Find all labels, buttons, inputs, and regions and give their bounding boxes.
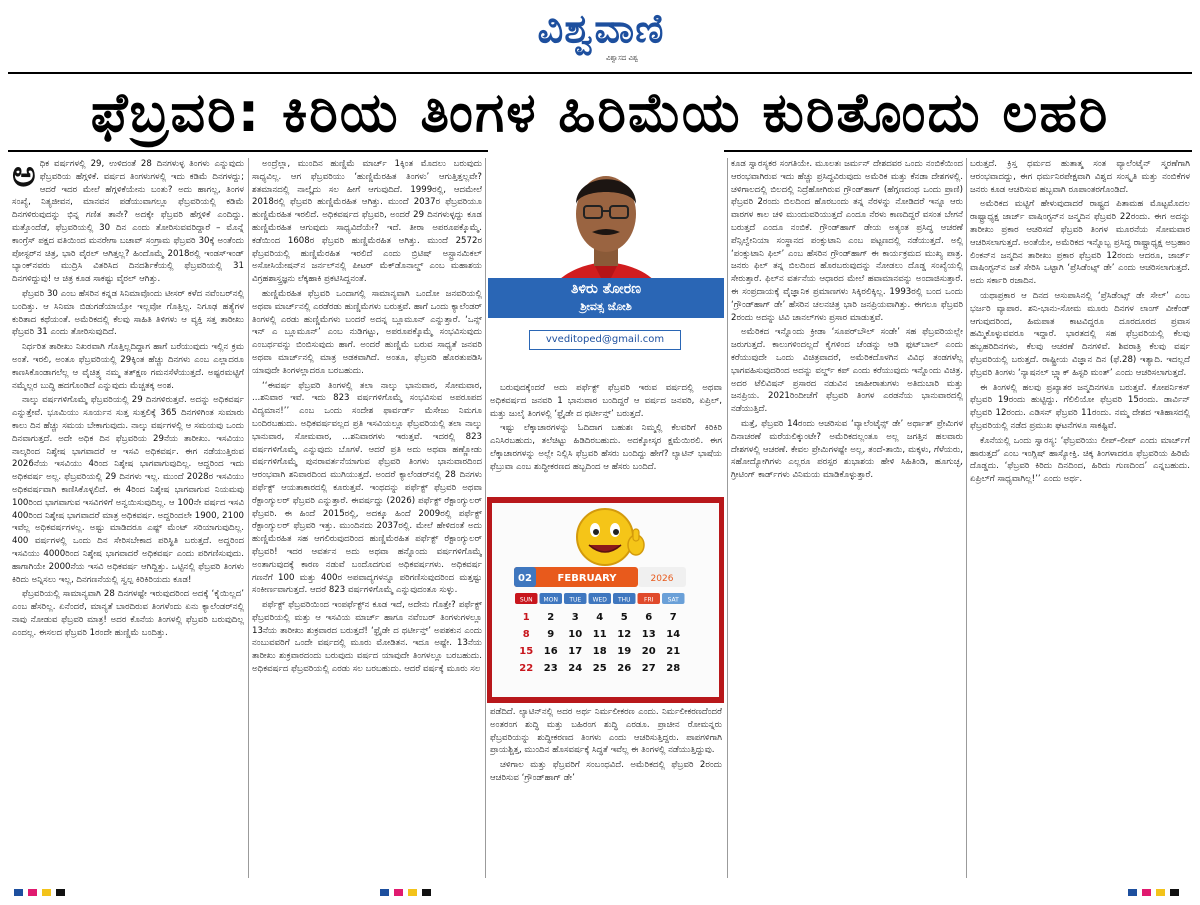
article-column-3-bottom	[490, 706, 722, 878]
paragraph: ಬರುತ್ತದೆ. ಕ್ರಿಸ್ತ ಧರ್ಮದ ಹುತಾತ್ಮ ಸಂತ ವ್ಯಾಲೆಂಟೈನ್ ಸ್ಮರಣೆಗಾಗಿ ಆರಂಭವಾದದ್ದು, ಈಗ ಧರ್ಮನಿರಪೇಕ್ಷವಾಗಿ ವಿಶ್ವದ ಸಂಸ್ಕೃತಿ ಮತ್ತು ನಂಬಿಕೆಗಳ ಜನರು ಕೂಡ ಆಚರಿಸುವ ಹಬ್ಬವಾಗಿ ರೂಪಾಂತರಗೊಂಡಿದೆ.	[970, 159, 1190, 195]
logo-tagline: ವಿಶ್ವಾಸದ ವಿಶ್ವ	[606, 54, 639, 62]
calendar-day: 25	[592, 663, 607, 674]
masthead	[0, 0, 1200, 72]
column-separator	[485, 158, 486, 878]
paragraph: ಈ ತಿಂಗಳಲ್ಲಿ ಹಲವು ಪ್ರಖ್ಯಾತರ ಜನ್ಮದಿನಗಳೂ ಬರುತ್ತವೆ. ಕೋಪರ್ನಿಕಸ್ ಫೆಬ್ರವರಿ 19ರಂದು ಹುಟ್ಟಿದ್ದು. ಗೆಲಿಲಿಯೋ ಫೆಬ್ರವರಿ 15ರಂದು. ಡಾರ್ವಿನ್ ಫೆಬ್ರವರಿ 12ರಂದು. ಎಡಿಸನ್ ಫೆಬ್ರವರಿ 11ರಂದು. ನಮ್ಮ ದೇಶದ ಇತಿಹಾಸದಲ್ಲಿ ಫೆಬ್ರವರಿಯಲ್ಲಿ ನಡೆದ ಪ್ರಮುಖ ಘಟನೆಗಳೂ ಸಾಕಷ್ಟಿವೆ.	[970, 382, 1190, 431]
paragraph: ಪಡೆದಿದೆ. ಲ್ಯಾಟಿನ್‌ನಲ್ಲಿ ಅದರ ಅರ್ಥ ನಿರ್ಮಲೀಕರಣ ಎಂದು. ನಿರ್ಮಲೀಕರಣದೆಂದರೆ ಅಂತರಂಗ ಶುದ್ಧಿ ಮತ್ತು ಬಹಿರಂಗ ಶುದ್ಧಿ ಎರಡೂ. ಪ್ರಾಚೀನ ರೋಮನ್ನರು ಫೆಬ್ರವರಿಯನ್ನು ಶುದ್ಧೀಕರಣದ ತಿಂಗಳು ಎಂದು ಆಚರಿಸುತ್ತಿದ್ದರು. ಪಾಪಗಳಿಗಾಗಿ ಪ್ರಾಯಶ್ಚಿತ್ತ, ಮುಂದಿನ ಹೊಸವರ್ಷಕ್ಕೆ ಸಿದ್ಧತೆ ಇವೆಲ್ಲ ಈ ತಿಂಗಳಲ್ಲಿ ನಡೆಯುತ್ತಿದ್ದುವು.	[490, 707, 722, 756]
calendar-day: 13	[641, 629, 656, 640]
calendar-day: 17	[568, 646, 583, 657]
color-swatch	[394, 889, 403, 896]
calendar-card	[492, 503, 719, 697]
calendar-day: 27	[641, 663, 656, 674]
calendar-day: 24	[568, 663, 583, 674]
color-swatch	[380, 889, 389, 896]
weekday-label: SUN	[519, 596, 533, 604]
article-column-2	[252, 158, 482, 878]
calendar-day: 16	[543, 646, 558, 657]
paragraph: ನಿರ್ಧರಿತ ತಾರೀಖು ನಿಖರವಾಗಿ ಗೊತ್ತಿಲ್ಲದಿದ್ದಾಗ ಹಾಗೆ ಬರೆಯುವುದು ಇಲ್ಲಿನ ಕ್ರಮ ಅಂತೆ. ಇರಲಿ, ಅಂತೂ ಫೆಬ್ರವರಿಯಲ್ಲಿ 29ಕ್ಕಿಂತ ಹೆಚ್ಚು ದಿನಗಳು ಎಂಬ ಎಲ್ಲಾದರೂ ಕಾಣಸಿಕೊಂಡಾಗಲೆಲ್ಲ ಆ ವೈಚಿತ್ರ್ಯ ನಮ್ಮ ತತ್‌ಕ್ಷಣ ಗಮನಸೆಳೆಯುತ್ತದೆ. ಅಷ್ಟರಮಟ್ಟಿಗೆ ನಮ್ಮೆಲ್ಲರ ಬುದ್ಧಿ ಹದಗೊಂಡಿದೆ ಎನ್ನುವುದು ಮೆಚ್ಚತಕ್ಕ ಅಂಶ.	[12, 342, 244, 391]
paragraph: ಬರುವುದಕ್ಕೆಂದರೆ ಅದು ಪರ್ಫೆಕ್ಟ್ ಫೆಬ್ರವರಿ ಇರುವ ವರ್ಷದಲ್ಲಿ ಅಥವಾ ಅಧಿಕವರ್ಷದ ಜನವರಿ 1 ಭಾನುವಾರ ಬಂದಿದ್ದರೆ ಆ ವರ್ಷದ ಜನವರಿ, ಏಪ್ರಿಲ್, ಮತ್ತು ಜುಲೈ ತಿಂಗಳಲ್ಲಿ ‘ಫ್ರೈಡೇ ದ ಥರ್ಟೀನ್ತ್’ ಬರುತ್ತದೆ.	[490, 383, 722, 419]
footer-swatches-left	[14, 889, 74, 896]
paragraph: ಫೆಬ್ರವರಿಯಲ್ಲಿ ಸಾಮಾನ್ಯವಾಗಿ 28 ದಿನಗಳಷ್ಟೇ ಇರುವುದರಿಂದ ಅದಕ್ಕೆ ‘ಕೈಯಿಲ್ಲದ’ ಎಂಬ ಹೆಸರಿಲ್ಲ. ಏನೆಂದರೆ, ಮಾನ್ಯತೆ ಬಾರದಿರುವ ತಿಂಗಳೆಂದು ಏನು ಕ್ಯಾಲೆಂಡರ್‌ನಲ್ಲಿ ನಾವು ನೋಡುವ ಫೆಬ್ರವರಿ ಮಾತ್ರ! ಅದರ ಕೊನೆಯ ತಿಂಗಳಲ್ಲಿ ಫೆಬ್ರವರಿ ಬರುವುದಿಲ್ಲ ಎಂದಲ್ಲ. ಈಸಲದ ಫೆಬ್ರವರಿ 1ರಂದೇ ಹುಣ್ಣಿಮೆ ಬಂದಿತ್ತು.	[12, 589, 244, 638]
paragraph: ಫೆಬ್ರವರಿ 30 ಎಂಬ ಹೆಸರಿನ ಕನ್ನಡ ಸಿನಿಮಾವೊಂದು ಟೀಸರ್ ಕಳೆದ ನವೆಂಬರ್‌ನಲ್ಲಿ ಬಂದಿತ್ತು. ಆ ಸಿನಿಮಾ ಬಿಡುಗಡೆಯಾಯ್ತೋ ಇಲ್ಲವೋ ಗೊತ್ತಿಲ್ಲ. ನಿಗೂಢ ಹತ್ಯೆಗಳ ಕುರಿತಾದ ಕಥೆಯಂತೆ. ಅಮೆರಿಕದಲ್ಲಿ ಕೆಲವು ಸಾಹಿತಿ ತಿಳಿಗಳು ಆ ವ್ಯಕ್ತಿ ಸತ್ತ ತಾರೀಖು ಫೆಬ್ರವರಿ 31 ಎಂದು ತೋರಿಸುವುದಿದೆ.	[12, 288, 244, 338]
calendar-day: 2	[547, 612, 555, 623]
weekday-label: FRI	[644, 596, 654, 604]
calendar-day: 4	[596, 612, 604, 623]
paragraph: ಪರ್ಫೆಕ್ಟ್ ಫೆಬ್ರವರಿಯಿಂದ ಇಂಪರ್ಫೆಕ್ಟ್‌ನ ಕೂಡ ಇದೆ, ಅದೇನು ಗೊತ್ತೇ? ಪರ್ಫೆಕ್ಟ್ ಫೆಬ್ರವರಿಯಲ್ಲಿ ಮತ್ತು ಆ ಇಸವಿಯ ಮಾರ್ಚ್ ಹಾಗೂ ನವೆಂಬರ್ ತಿಂಗಳುಗಳಲ್ಲೂ 13ನೆಯ ತಾರೀಖು ಶುಕ್ರವಾರದ ಬರುತ್ತದೆ! ‘ಫ್ರೈಡೇ ದ ಥರ್ಟೀನ್ತ್’ ಅಪಶಕುನ ಎಂದು ನಂಬುವವರಿಗೆ ಒಂದೇ ವರ್ಷದಲ್ಲಿ ಮೂರು ಮೋಡಿತನ. ಇದೂ ಅಷ್ಟೇ. 13ನೆಯ ತಾರೀಖು ಶುಕ್ರವಾರದಂದು ಬರುವುದು ವರ್ಷದ ಯಾವುದೇ ತಿಂಗಳಲ್ಲೂ ಬರಬಹುದು. ಅಧಿಕವರ್ಷದ ಫೆಬ್ರವರಿಯಲ್ಲಿ ಎರಡು ಸಲ ಬರಬಹುದು. ಆದರೆ ವರ್ಷಕ್ಕೆ ಮೂರು ಸಲ	[252, 600, 482, 675]
color-swatch	[42, 889, 51, 896]
author-name: ಶ್ರೀವತ್ಸ ಜೋಶಿ	[580, 300, 632, 313]
weekday-label: TUE	[569, 596, 582, 604]
calendar-day: 23	[543, 663, 558, 674]
weekday-label: THU	[617, 596, 631, 604]
weekday-label: SAT	[667, 596, 679, 604]
weekday-label: WED	[592, 596, 607, 604]
calendar-day: 22	[519, 663, 534, 674]
headline: ಫೆಬ್ರವರಿ: ಕಿರಿಯ ತಿಂಗಳ ಹಿರಿಮೆಯ ಕುರಿತೊಂದು ಲಹರಿ	[90, 81, 1110, 144]
calendar-day: 14	[666, 629, 681, 640]
paragraph: ಕೂಡ ಸ್ವಾರಸ್ಯಕರ ಸಂಗತಿಯೇ. ಮೂಲತಃ ಜರ್ಮನ್ ದೇಶದವರ ಒಂದು ನಂಬಿಕೆಯಿಂದ ಆರಂಭವಾಗಿರುವ ಇದು ಹೆಚ್ಚು ಪ್ರಸಿದ್ಧವಿರುವುದು ಅಮೆರಿಕ ಮತ್ತು ಕೆನಡಾ ದೇಶಗಳಲ್ಲಿ. ಚಳಿಗಾಲದಲ್ಲಿ ಬಿಲದಲ್ಲಿ ನಿದ್ರೆಹೋಗಿರುವ ಗ್ರೌಂಡ್‌ಹಾಗ್ (ಹೆಗ್ಗಣದಂಥ ಒಂದು ಪ್ರಾಣಿ) ಫೆಬ್ರವರಿ 2ರಂದು ಬಿಲದಿಂದ ಹೊರಬಂದು ತನ್ನ ನೆರಳನ್ನು ನೋಡಿದರೆ ಇನ್ನೂ ಆರು ವಾರಗಳ ಕಾಲ ಚಳಿ ಮುಂದುವರಿಯುತ್ತದೆ ಎಂದೂ ನೆರಳು ಕಾಣದಿದ್ದರೆ ವಸಂತ ಬೇಗನೆ ಬರುತ್ತದೆ ಎಂದೂ ನಂಬಿಕೆ. ಗ್ರೌಂಡ್‌ಹಾಗ್ ಡೇಯ ಅತ್ಯಂತ ಪ್ರಸಿದ್ಧ ಆಚರಣೆ ಪೆನ್ಸಿಲ್ವೇನಿಯಾ ಸಂಸ್ಥಾನದ ಪಂಕ್ಸುಟಾನಿ ಎಂಬ ಪಟ್ಟಣದಲ್ಲಿ ನಡೆಯುತ್ತದೆ. ಅಲ್ಲಿ ‘ಪಂಕ್ಸುಟಾನಿ ಫಿಲ್’ ಎಂಬ ಹೆಸರಿನ ಗ್ರೌಂಡ್‌ಹಾಗ್ ಈ ಕಾರ್ಯಕ್ರಮದ ಮುಖ್ಯ ಪಾತ್ರ. ಜನರು ಫಿಲ್ ತನ್ನ ಬಿಲದಿಂದ ಹೊರಬರುವುದನ್ನು ನೋಡಲು ದೊಡ್ಡ ಸಂಖ್ಯೆಯಲ್ಲಿ ಸೇರುತ್ತಾರೆ. ಫಿಲ್‌ನ ವರ್ತನೆಯ ಆಧಾರದ ಮೇಲೆ ಹವಾಮಾನವನ್ನು ಅಂದಾಜಿಸುತ್ತಾರೆ. ಈ ಸಂಪ್ರದಾಯಕ್ಕೆ ವೈಜ್ಞಾನಿಕ ಪ್ರಮಾಣಗಳು ಸಿಕ್ಕಿರಲಿಕ್ಕಿಲ್ಲ. 1993ರಲ್ಲಿ ಬಂದ ಒಂದು ‘ಗ್ರೌಂಡ್‌ಹಾಗ್ ಡೇ’ ಹೆಸರಿನ ಚಲನಚಿತ್ರ ಭಾರಿ ಜನಪ್ರಿಯವಾಗಿತ್ತು. ಈಗಲೂ ಫೆಬ್ರವರಿ 2ರಂದು ಅದನ್ನು ಟಿವಿ ಚಾನಲ್‌ಗಳು ಪ್ರಸಾರ ಮಾಡುತ್ತವೆ.	[731, 159, 963, 323]
day-badge: 02	[518, 573, 532, 584]
email-box	[488, 318, 724, 362]
paragraph: ಚಳಿಗಾಲ ಮತ್ತು ಫೆಬ್ರವರಿಗೆ ಸಂಬಂಧವಿದೆ. ಅಮೆರಿಕದಲ್ಲಿ ಫೆಬ್ರವರಿ 2ರಂದು ಆಚರಿಸುವ ‘ಗ್ರೌಂಡ್‌ಹಾಗ್ ಡೇ’	[490, 760, 722, 783]
color-swatch	[1170, 889, 1179, 896]
paragraph: ‘‘ಈವರ್ಷ ಫೆಬ್ರವರಿ ತಿಂಗಳಲ್ಲಿ ತಲಾ ನಾಲ್ಕು ಭಾನುವಾರ, ಸೋಮವಾರ, ...ಶನಿವಾರ ಇವೆ. ಇದು 823 ವರ್ಷಗಳಿಗೊಮ್ಮೆ ಸಂಭವಿಸುವ ಅಪರೂಪದ ವಿದ್ಯಮಾನ!’’ ಎಂಬ ಒಂದು ಸಂದೇಶ ಫಾರ್ವರ್ಡ್ ಮೆಸೇಜು ನಿಮಗೂ ಬಂದಿರಬಹುದು. ಅಧಿಕವರ್ಷವಲ್ಲದ ಪ್ರತಿ ಇಸವಿಯಲ್ಲೂ ಫೆಬ್ರವರಿಯಲ್ಲಿ ತಲಾ ನಾಲ್ಕು ಭಾನುವಾರ, ಸೋಮವಾರ, ...ಶನಿವಾರಗಳು ಇರುತ್ತವೆ. ಇದರಲ್ಲಿ 823 ವರ್ಷಗಳಿಗೊಮ್ಮೆ ಎನ್ನುವುದು ಬೊಗಳೆ. ಆದರೆ ಪ್ರತಿ ಅದು ಅಥವಾ ಹಣ್ಣೋಡು ವರ್ಷಗಳಿಗೊಮ್ಮೆ ಪುನರಾವರ್ತನೆಯಾಗುವ ಫೆಬ್ರವರಿ ತಿಂಗಳು ಭಾನುವಾರದಿಂದ ಆರಂಭವಾಗಿ ಶನಿವಾರದಿಂದ ಮುಗಿಯುತ್ತದೆ. ಅಂದರೆ ಕ್ಯಾಲೆಂಡರ್‌ನಲ್ಲಿ 28 ದಿನಗಳು ಪರ್ಫೆಕ್ಟ್ ಆಯತಾಕಾರದಲ್ಲಿ ಕೂರುತ್ತವೆ. ಇಂಥದನ್ನು ಪರ್ಫೆಕ್ಟ್ ಫೆಬ್ರವರಿ ಅಥವಾ ರೆಕ್ಟಾಂಗ್ಯುಲರ್ ಫೆಬ್ರವರಿ ಎನ್ನುತ್ತಾರೆ. ಈವರ್ಷದ್ದು (2026) ಪರ್ಫೆಕ್ಟ್ ರೆಕ್ಟಾಂಗ್ಯುಲರ್ ಫೆಬ್ರವರಿ. ಈ ಹಿಂದೆ 2015ರಲ್ಲಿ, ಅದಕ್ಕೂ ಹಿಂದೆ 2009ರಲ್ಲಿ ಪರ್ಫೆಕ್ಟ್ ರೆಕ್ಟಾಂಗ್ಯುಲರ್ ಫೆಬ್ರವರಿ ಇತ್ತು. ಮುಂದಿನದು 2037ರಲ್ಲಿ. ಮೇಲೆ ಹೇಳಿದಂತೆ ಅದು ಹುಣ್ಣಿಮೆರಹಿತ ಸಹ ಆಗಲಿರುವುದರಿಂದ ಹುಣ್ಣಿಮೆರಹಿತ ಪರ್ಫೆಕ್ಟ್ ರೆಕ್ಟಾಂಗ್ಯುಲರ್ ಫೆಬ್ರವರಿ! ಇದರ ಆವರ್ತನ ಅದು ಅಥವಾ ಹನ್ನೊಂದು ವರ್ಷಗಳಿಗೊಮ್ಮೆ ಅಂತಾಗುವುದಕ್ಕೆ ಕಾರಣ ನಡುವೆ ಬಂದೊದಗುವ ಅಧಿಕವರ್ಷಗಳು. ಅಧಿಕವರ್ಷ ಗಣನೆಗೆ 100 ಮತ್ತು 400ರ ಅಪವಾದ್ಯಗಳನ್ನೂ ಪರಿಗಣಿಸುವುದರಿಂದ ಮತ್ತಷ್ಟು ಸಂಕೀರ್ಣವಾಗುತ್ತದೆ. ಆದರೆ 823 ವರ್ಷಗಳಿಗೊಮ್ಮೆ ಎನ್ನುವುದಂತೂ ಸುಳ್ಳು.	[252, 380, 482, 596]
column-separator	[727, 158, 728, 878]
paragraph: ಯಥಾಪ್ರಕಾರ ಆ ದಿನದ ಆಸುಪಾಸಿನಲ್ಲಿ ‘ಪ್ರೆಸಿಡೆಂಟ್ಸ್ ಡೇ ಸೇಲ್’ ಎಂಬ ಭರ್ಜರಿ ವ್ಯಾಪಾರ. ಶನಿ-ಭಾನು-ಸೋಮ ಮೂರು ದಿನಗಳ ಲಾಂಗ್ ವೀಕೆಂಡ್ ಆಗುವುದರಿಂದ, ಹಿಮಪಾತ ಕಾಟವಿದ್ದರೂ ದೂರದೂರದ ಪ್ರವಾಸ ಹಮ್ಮಿಕೊಳ್ಳುವವರೂ ಇದ್ದಾರೆ. ಭಾರತದಲ್ಲಿ ಸಹ ಫೆಬ್ರವರಿಯಲ್ಲಿ ಕೆಲವು ಹಬ್ಬಹರಿದಿನಗಳು, ಕೆಲವು ಆಚರಣೆ ದಿನಗಳಿವೆ. ಶಿವರಾತ್ರಿ ಕೆಲವು ವರ್ಷ ಫೆಬ್ರವರಿಯಲ್ಲಿ ಬರುತ್ತದೆ. ರಾಷ್ಟ್ರೀಯ ವಿಜ್ಞಾನ ದಿನ (ಫೆ.28) ಇತ್ಯಾದಿ. ಇದಲ್ಲದೆ ಫೆಬ್ರವರಿ ತಿಂಗಳು ‘ನ್ಯಾಷನಲ್ ಬ್ಲ್ಯಾಕ್ ಹಿಸ್ಟರಿ ಮಂತ್’ ಎಂದು ಆಚರಿಸಲಾಗುತ್ತದೆ.	[970, 290, 1190, 378]
paragraph: ನಾಲ್ಕು ವರ್ಷಗಳಿಗೊಮ್ಮೆ ಫೆಬ್ರವರಿಯಲ್ಲಿ 29 ದಿನಗಳಿರುತ್ತವೆ. ಅದನ್ನು ಅಧಿಕವರ್ಷ ಎನ್ನುತ್ತೇವೆ. ಭೂಮಿಯು ಸೂರ್ಯನ ಸುತ್ತ ಸುತ್ತಲಿಕ್ಕೆ 365 ದಿನಗಳಿಗಿಂತ ಸುಮಾರು ಕಾಲು ದಿನ ಹೆಚ್ಚು ಸಮಯ ಬೇಕಾಗುವುದು. ನಾಲ್ಕು ವರ್ಷಗಳಲ್ಲಿ ಆ ಸಮಯವು ಒಂದು ದಿನವಾಗುತ್ತದೆ. ಅದೇ ಅಧಿಕ ದಿನ ಫೆಬ್ರವರಿಯ 29ನೆಯ ತಾರೀಖು. ಇಸವಿಯು ನಾಲ್ಕರಿಂದ ನಿಶ್ಶೇಷ ಭಾಗವಾದರೆ ಆ ಇಸವಿ ಅಧಿಕವರ್ಷ. ಈಗ ನಡೆಯುತ್ತಿರುವ 2026ನೆಯ ಇಸವಿಯು 4ರಿಂದ ನಿಶ್ಶೇಷ ಭಾಗವಾಗುವುದಿಲ್ಲ. ಆದ್ದರಿಂದ ಇದು ಅಧಿಕವರ್ಷ ಅಲ್ಲ. ಫೆಬ್ರವರಿಯಲ್ಲಿ 29 ದಿನಗಳು ಇಲ್ಲ. ಮುಂದೆ 2028ರ ಇಸವಿಯು ಅಧಿಕವರ್ಷವಾಗಿ ಕಾಣಿಸಿಕೊಳ್ಳಲಿದೆ. ಈ 4ರಿಂದ ನಿಶ್ಶೇಷ ಭಾಗವಾಗುವ ನಿಯಮವು 100ರಿಂದ ಭಾಗವಾಗುವ ಇಸವಿಗಳಿಗೆ ಅನ್ವಯಿಸುವುದಿಲ್ಲ. ಆ 100ನೇ ವರ್ಷದ ಇಸವಿ 400ರಿಂದ ನಿಶ್ಶೇಷ ಭಾಗವಾದರೆ ಮಾತ್ರ ಅಧಿಕವರ್ಷ. ಅದ್ದರಿಂದಲೇ 1900, 2100 ಇವೆಲ್ಲ ಅಧಿಕವರ್ಷಗಳಲ್ಲ. ಅಷ್ಟು ಮಾಡಿದರೂ ಎಷ್ಟ್ ಮೆಂಟ್ ಸರಿಯಾಗುವುದಿಲ್ಲ. 400 ವರ್ಷಗಳಲ್ಲಿ ಒಂದು ದಿನ ಸೇರಿಸಬೇಕಾದ ಪರಿಸ್ಥಿತಿ ಬರುತ್ತದೆ. ಅದ್ದರಿಂದ ಇಸವಿಯು 4000ರಿಂದ ನಿಶ್ಶೇಷ ಭಾಗವಾದರೆ ಅಧಿಕವರ್ಷ ಎಂದು ಪರಿಗಣಿಸುವುದು. ಹಾಗಾಗಿಯೇ 2000ನೆಯ ಇಸವಿ ಅಧಿಕವರ್ಷ ಆಗಿದ್ದಿತ್ತು. ಒಟ್ಟಿನಲ್ಲಿ ಫೆಬ್ರವರಿ ತಿಂಗಳು ಕಿರಿದು ಅನ್ನಿಸಲು ಇಲ್ಲ, ದಿನಗಣನೆಯಲ್ಲಿ ಸ್ವಲ್ಪ ಕಿರಿಕಿರಿಯದು ಕೂಡ!	[12, 395, 244, 585]
calendar-day: 1	[522, 612, 530, 623]
color-swatch	[422, 889, 431, 896]
paragraph: ಕೊನೆಯಲ್ಲಿ ಒಂದು ಸ್ವಾರಸ್ಯ: ‘ಫೆಬ್ರವರಿಯು ಲೀಪ್-ಲೀಪ್ ಎಂದು ಮಾರ್ಚ್‌ಗೆ ಹಾರುತ್ತದೆ’ ಎಂಬ ಇಂಗ್ಲಿಷ್ ಹಾಸ್ಯೋಕ್ತಿ. ಚಿಕ್ಕ ತಿಂಗಳಾದರೂ ಫೆಬ್ರವರಿಯ ಹಿರಿಮೆ ದೊಡ್ಡದು. ‘ಫೆಬ್ರವರಿ ಕಿರಿದು ದಿನದಿಂದ, ಹಿರಿದು ಗುಣದಿಂದ’ ಎನ್ನಬಹುದು. ಏಪ್ರಿಲ್‌ಗೆ ಸಾಧ್ಯವಾಗಿಲ್ಲ!’’ ಎಂದು ಅರ್ಥ.	[970, 435, 1190, 485]
newspaper-logo	[506, 6, 696, 60]
column-separator	[966, 158, 967, 878]
dropcap: ಅ	[12, 158, 36, 195]
column-separator	[248, 158, 249, 878]
year-label: 2026	[650, 574, 674, 584]
calendar-day: 21	[666, 646, 681, 657]
calendar-day: 18	[592, 646, 607, 657]
calendar-day: 9	[547, 629, 555, 640]
month-label: FEBRUARY	[557, 573, 617, 584]
logo-text: ವಿಶ್ವವಾಣಿ	[537, 6, 665, 52]
calendar-day: 28	[666, 663, 681, 674]
color-swatch	[28, 889, 37, 896]
footer-swatches-right	[1128, 889, 1188, 896]
article-column-5	[970, 158, 1190, 878]
column-name: ತಿಳಿರು ತೋರಣ	[570, 281, 642, 297]
author-email[interactable]: vveditoped@gmail.com	[529, 330, 681, 350]
column-name-band	[488, 278, 724, 318]
color-swatch	[408, 889, 417, 896]
calendar-day: 3	[571, 612, 579, 623]
paragraph: ಇಷ್ಟು ಲೆಕ್ಕಾಚಾರಗಳನ್ನು ಓದಿದಾಗ ಬಹುಶಃ ನಿಮ್ಮಲ್ಲಿ ಕೆಲವರಿಗೆ ಕಿರಿಕಿರಿ ಎನಿಸಿರಬಹುದು, ತಲೆಚಿಟ್ಟು ಹಿಡಿದಿರಬಹುದು. ಅದಕ್ಕೋಸ್ಕರ ಕ್ಷಮೆಯಿರಲಿ. ಈಗ ಲೆಕ್ಕಾಚಾರಗಳನ್ನು ಅಲ್ಲೇ ನಿಲ್ಲಿಸಿ ಫೆಬ್ರವರಿ ಹೆಸರು ಬಂದಿದ್ದು ಹೇಗೆ? ಲ್ಯಾಟಿನ್ ಭಾಷೆಯ ಫೆಬ್ರುವಾ ಎಂಬ ಶುದ್ಧೀಕರಣದ ಹಬ್ಬದಿಂದ ಆ ಹೆಸರು ಬಂದಿದೆ.	[490, 423, 722, 472]
article-column-4	[731, 158, 963, 878]
calendar-day: 5	[620, 612, 628, 623]
calendar-day: 11	[592, 629, 607, 640]
color-swatch	[1142, 889, 1151, 896]
calendar-day: 8	[522, 629, 530, 640]
calendar-illustration	[487, 497, 724, 703]
headline-top-rule	[8, 72, 1192, 74]
color-swatch	[56, 889, 65, 896]
paragraph: ಧಿಕ ವರ್ಷಗಳಲ್ಲಿ 29, ಉಳಿದಂತೆ 28 ದಿನಗಳುಳ್ಳ ತಿಂಗಳು ಎನ್ನುವುದು ಫೆಬ್ರವರಿಯ ಹೆಗ್ಗಳಿಕೆ. ವರ್ಷದ ತಿಂಗಳುಗಳಲ್ಲಿ ಇದು ಕಡಿಮೆ ದಿನಗಳದ್ದು; ಆದರೆ ಇದರ ಮೇಲೆ ಹೆಗ್ಗಳಿಕೆಯೇನು ಬಂತು? ಅದು ಹಾಗಲ್ಲ, ತಿಂಗಳ ಸಂಖ್ಯೆ, ನಿತ್ಯಜೀವನ, ಮಾನವನ ಪಡೆಯುವಾಗಲ್ಲೂ ಫೆಬ್ರವರಿಯಲ್ಲಿ ಕಡಿಮೆ ದಿನಗಳಿರುವುದನ್ನು ಭಿನ್ನ ಗಣಿತ ತಾನೇ? ಅದಕ್ಕೇ ಫೆಬ್ರವರಿ ಹೆಗ್ಗಳಿಕೆ ಎಂದಿದ್ದು. ಮತ್ತೊಂದೆಡೆ, ಫೆಬ್ರವರಿಯಲ್ಲಿ 30 ದಿನ ಎಂದು ತೋರಿಸುವವರಿದ್ದಾರೆ – ಮೊನ್ನೆ ಕಾಂಗ್ರೆಸ್ ಪಕ್ಷದ ವತಿಯಿಂದ ಮನರೇಗಾ ಬಚಾವ್ ಸಂಗ್ರಾಮ ಫೆಬ್ರವರಿ 30ಕ್ಕೆ ಅಂತೆಂದು ಪೋಸ್ಟರ್‌ನ ಚಿತ್ರ, ಭಾರಿ ವೈರಲ್ ಆಗಿತ್ತಲ್ಲ? ಹಿಂದೊಮ್ಮೆ 2018ರಲ್ಲಿ ಇಂಡಸ್‌ಇಂಡ್ ಬ್ಯಾಂಕ್‌ನವರು ಮುದ್ರಿಸಿ ವಿತರಿಸಿದ ದಿನದರ್ಶಿಕೆಯಲ್ಲಿ ಫೆಬ್ರವರಿಯಲ್ಲಿ 31 ದಿನಗಳಿದ್ದುವು! ಆ ಚಿತ್ರ ಕೂಡ ಸಾಕಷ್ಟು ವೈರಲ್ ಆಗಿತ್ತು.	[12, 159, 244, 285]
paragraph: ಮತ್ತೆ, ಫೆಬ್ರವರಿ 14ರಂದು ಆಚರಿಸುವ ‘ವ್ಯಾಲೆಂಟೈನ್ಸ್ ಡೇ’ ಅರ್ಥಾತ್ ಪ್ರೇಮಿಗಳ ದಿನಾಚರಣೆ ಮರೆಯಲಿಕ್ಕುಂಟೇ? ಅಮೆರಿಕದಲ್ಲಂತೂ ಅಲ್ಲ ಜಗತ್ತಿನ ಹಲವಾರು ದೇಶಗಳಲ್ಲಿ ಆಚರಣೆ. ಕೇವಲ ಪ್ರೇಮಿಗಳಷ್ಟೇ ಅಲ್ಲ, ತಂದೆ-ತಾಯಿ, ಮಕ್ಕಳು, ಗೆಳೆಯರು, ಸಹೋದ್ಯೋಗಿಗಳು ಎಲ್ಲರೂ ಪರಸ್ಪರ ಶುಭಾಶಯ ಹೇಳಿ ಸಿಹಿತಿಂಡಿ, ಹೂಗುಚ್ಛ, ಗ್ರೀಟಿಂಗ್ ಕಾರ್ಡ್‌ಗಳು ವಿನಿಮಯ ಮಾಡಿಕೊಳ್ಳುತ್ತಾರೆ.	[731, 418, 963, 481]
article-column-1	[12, 158, 244, 878]
article-column-3-top	[490, 382, 722, 494]
calendar-day: 12	[617, 629, 632, 640]
color-swatch	[14, 889, 23, 896]
paragraph: ಹುಣ್ಣಿಮೆರಹಿತ ಫೆಬ್ರವರಿ ಒಂದಾಗಲ್ಲಿ ಸಾಮಾನ್ಯವಾಗಿ ಒಂದೋ ಜನವರಿಯಲ್ಲಿ ಅಥವಾ ಮಾರ್ಚ್‌ನಲ್ಲಿ ಎರಡೆರಡು ಹುಣ್ಣಿಮೆಗಳು ಬರುತ್ತವೆ. ಹಾಗೆ ಒಂದು ಕ್ಯಾಲೆಂಡರ್ ತಿಂಗಳಲ್ಲಿ ಎರಡು ಹುಣ್ಣಿಮೆಗಳು ಬಂದರೆ ಅದನ್ನ ಬ್ಲೂಮೂನ್ ಎನ್ನುತ್ತಾರೆ. ‘ಒನ್ಸ್ ಇನ್ ಎ ಬ್ಲೂಮೂನ್’ ಎಂಬ ನುಡಿಗಟ್ಟು, ಅಪರೂಪಕ್ಕೊಮ್ಮೆ ಸಂಭವಿಸುವುದು ಎಂಬರ್ಥವನ್ನು ಬಿಂಬಿಸುವುದು ಹಾಗೆ. ಅಂದರೆ ಹುಣ್ಣಿಮೆ ಬರುವ ಸಾಧ್ಯತೆ ಜನವರಿ ಅಥವಾ ಮಾರ್ಚ್‌ನಲ್ಲಿ ಮಾತ್ರ ಅಡಕವಾಗಿದೆ. ಅಂತೂ, ಫೆಬ್ರವರಿ ಹೊರತುಪಡಿಸಿ ಯಾವುದೇ ತಿಂಗಳಲ್ಲಾದರೂ ಬರಬಹುದು.	[252, 288, 482, 376]
paragraph: ಅಮೆರಿಕದ ಇನ್ನೊಂದು ಕ್ರೀಡಾ ‘ಸೂಪರ್‌ಬೌಲ್ ಸಂಡೇ’ ಸಹ ಫೆಬ್ರವರಿಯಲ್ಲೇ ಜರುಗುತ್ತದೆ. ಕಾಲುಗಳಿಂದಲ್ಲದೆ ಕೈಗಳಿಂದ ಚೆಂಡನ್ನು ಆಡಿ ಫುಟ್‌ಬಾಲ್ ಎಂದು ಕರೆಯುವುದೇ ಒಂದು ವಿಚಿತ್ರವಾದರೆ, ಅಮೆರಿಕದೊಳಗಿನ ವಿವಿಧ ತಂಡಗಳೆಲ್ಲ ಭಾಗವಹಿಸುವುದರಿಂದ ಅದನ್ನು ವರ್ಲ್ಡ್ ಕಪ್ ಎಂದು ಕರೆಯುವುದು ಇನ್ನೊಂದು ವಿಚಿತ್ರ. ಅದರ ಟೆಲಿವಿಷನ್ ಪ್ರಸಾರದ ನಡುವಿನ ಜಾಹೀರಾತುಗಳು ಅತಿದುಬಾರಿ ಮತ್ತು ಜನಪ್ರಿಯ. 2021ರಿಂದೀಚೆಗೆ ಫೆಬ್ರವರಿ ತಿಂಗಳ ಎರಡನೆಯ ಭಾನುವಾರದಲ್ಲಿ ನಡೆಯುತ್ತಿದೆ.	[731, 327, 963, 415]
paragraph: ಅಂದ್ರೆಲ್ಲಾ, ಮುಂದಿನ ಹುಣ್ಣಿಮೆ ಮಾರ್ಚ್ 1ಕ್ಕಿಂತ ಮೊದಲು ಬರುವುದು ಸಾಧ್ಯವಿಲ್ಲ. ಆಗ ಫೆಬ್ರವರಿಯು ‘ಹುಣ್ಣಿಮೆರಹಿತ ತಿಂಗಳು’ ಆಗುತ್ತಿತ್ತಲ್ಲವೇ? ಶತಮಾನದಲ್ಲಿ ನಾಲ್ಕೈದು ಸಲ ಹೀಗೆ ಆಗುವುದಿದೆ. 1999ರಲ್ಲಿ, ಆದಮೇಲೆ 2018ರಲ್ಲಿ ಫೆಬ್ರವರಿ ಹುಣ್ಣಿಮೆರಹಿತ ಆಗಿತ್ತು. ಮುಂದೆ 2037ರ ಫೆಬ್ರವರಿಯೂ ಹುಣ್ಣಿಮೆರಹಿತ ಇರಲಿದೆ. ಅಧಿಕವರ್ಷದ ಫೆಬ್ರವರಿ, ಅಂದರೆ 29 ದಿನಗಳುಳ್ಳದ್ದು ಕೂಡ ಹುಣ್ಣಿಮೆರಹಿತ ಆಗುವುದು ಸಾಧ್ಯವಿದೆಯೇ? ಇದೆ. ತೀರಾ ಅಪರೂಪಕ್ಕೊಮ್ಮೆ. ಕಡೆಯಿಂದ 1608ರ ಫೆಬ್ರವರಿ ಹುಣ್ಣಿಮೆರಹಿತ ಆಗಿತ್ತು. ಮುಂದೆ 2572ರ ಫೆಬ್ರವರಿಯಲ್ಲಿ ಹುಣ್ಣಿಮೆರಹಿತ ಇರಲಿದೆ ಎಂದು ಬ್ರಿಟಿಷ್ ಅಸ್ಟ್ರಾನಮಿಕಲ್ ಅಸೋಸಿಯೇಷನ್‌ನ ಜರ್ನಲ್‌ನಲ್ಲಿ ಪೀಟರ್ ಮೆಕ್‌ಡೊನಾಲ್ಡ್ ಎಂಬ ಮಹಾಶಯ ವಿಗ್ರಹಶಾಸ್ತ್ರಜ್ಞನು ಲೆಕ್ಕಹಾಕಿ ಪ್ರಕಟಿಸಿದ್ದನಂತೆ.	[252, 159, 482, 285]
calendar-graphic	[492, 503, 719, 697]
calendar-day: 20	[641, 646, 656, 657]
footer-swatches-center	[380, 889, 440, 896]
paragraph: ಅಮೆರಿಕದ ಮಟ್ಟಿಗೆ ಹೇಳುವುದಾದರೆ ರಾಷ್ಟ್ರದ ಪಿತಾಮಹ ಮೊಟ್ಟಮೊದಲ ರಾಷ್ಟ್ರಾಧ್ಯಕ್ಷ ಜಾರ್ಜ್ ವಾಷಿಂಗ್ಟನ್‌ನ ಜನ್ಮದಿನ ಫೆಬ್ರವರಿ 22ರಂದು. ಈಗ ಅದನ್ನು ತಾರೀಖು ಪ್ರಕಾರ ಆಚರಿಸದೆ ಫೆಬ್ರವರಿ ತಿಂಗಳ ಮೂರನೆಯ ಸೋಮವಾರ ಆಚರಿಸಲಾಗುತ್ತದೆ. ಅಂತೆಯೇ, ಅಮೆರಿಕದ ಇನ್ನೊಬ್ಬ ಪ್ರಸಿದ್ಧ ರಾಷ್ಟ್ರಾಧ್ಯಕ್ಷ ಅಬ್ರಹಾಂ ಲಿಂಕನ್‌ನ ಜನ್ಮದಿನ ತಾರೀಖು ಪ್ರಕಾರ ಫೆಬ್ರವರಿ 12ರಂದು ಆದರೂ, ಜಾರ್ಜ್ ವಾಷಿಂಗ್ಟನ್‌ನ ಜತೆ ಸೇರಿಸಿ ಒಟ್ಟಾಗಿ ‘ಪ್ರೆಸಿಡೆಂಟ್ಸ್ ಡೇ’ ಎಂದು ಆಚರಿಸಲಾಗುತ್ತದೆ. ಅದು ಸರ್ಕಾರಿ ರಜಾದಿನ.	[970, 199, 1190, 287]
calendar-day: 7	[669, 612, 677, 623]
weekday-label: MON	[543, 596, 558, 604]
color-swatch	[1128, 889, 1137, 896]
calendar-day: 10	[568, 629, 583, 640]
calendar-day: 26	[617, 663, 632, 674]
calendar-day: 19	[617, 646, 632, 657]
calendar-day: 15	[519, 646, 534, 657]
color-swatch	[1156, 889, 1165, 896]
calendar-day: 6	[645, 612, 653, 623]
